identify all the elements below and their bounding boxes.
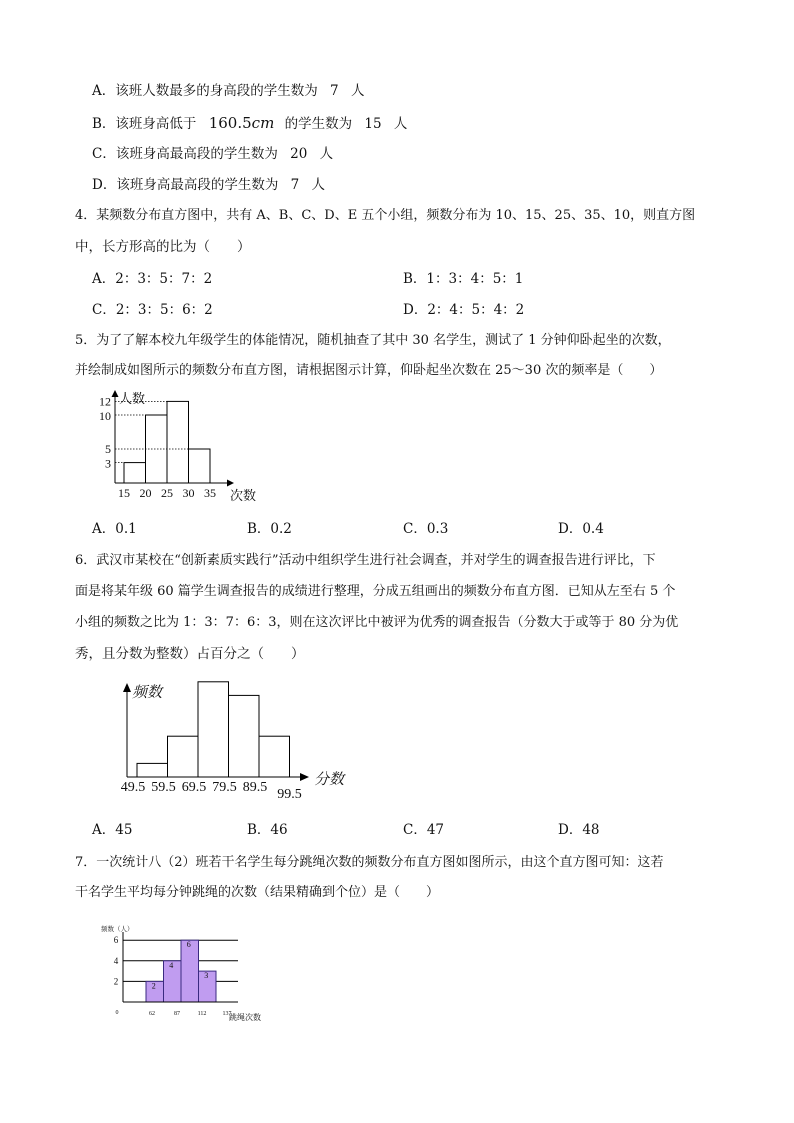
q3-option-d-unit: 人 bbox=[311, 177, 326, 193]
q5-option-a: A．0.1 bbox=[92, 521, 137, 537]
x-tick-label: 25 bbox=[161, 486, 173, 500]
q3-option-a-unit: 人 bbox=[350, 83, 365, 99]
q7-stem-line1: 7．一次统计八（2）班若干名学生每分跳绳次数的频数分布直方图如图所示，由这个直方图可知：这若 bbox=[75, 855, 664, 870]
q3-option-b-unit-cm: cm bbox=[251, 114, 275, 132]
y-tick-label: 4 bbox=[113, 955, 119, 966]
q3-option-a-number: 7 bbox=[330, 83, 339, 99]
bar-49.5-59.5 bbox=[137, 763, 168, 777]
x-tick-label: 49.5 bbox=[120, 780, 146, 795]
q6-option-c: C．47 bbox=[403, 822, 445, 838]
q3-option-b bbox=[92, 114, 407, 133]
q3-option-b-value: 160.5 bbox=[208, 114, 252, 132]
q5-option-b: B．0.2 bbox=[247, 521, 292, 537]
q3-option-c-number: 20 bbox=[290, 146, 308, 162]
q6-option-a: A．45 bbox=[92, 822, 133, 838]
data-label: 4 bbox=[169, 960, 174, 970]
q3-option-d-number: 7 bbox=[290, 177, 300, 193]
q3-option-d-text: D．该班身高最高段的学生数为 bbox=[92, 177, 279, 193]
y-tick-label: 12 bbox=[99, 394, 111, 409]
q3-option-b-unit: 人 bbox=[393, 116, 408, 132]
q5-stem-line1: 5．为了了解本校九年级学生的体能情况，随机抽查了其中 30 名学生，测试了 1 分钟仰卧起坐的次数， bbox=[75, 333, 671, 348]
q3-option-a-text: A．该班人数最多的身高段的学生数为 bbox=[92, 83, 318, 99]
bar-59.5-69.5 bbox=[168, 736, 199, 777]
y-tick-label: 3 bbox=[105, 456, 111, 471]
data-label: 3 bbox=[204, 971, 209, 981]
x-tick-label: 87 bbox=[174, 1011, 180, 1017]
q3-option-d bbox=[92, 176, 325, 194]
q3-option-b-text: B．该班身高低于 bbox=[92, 116, 197, 132]
x-axis-title: 次数 bbox=[230, 488, 257, 503]
y-tick-label: 0 bbox=[115, 1010, 119, 1016]
bar-30-35 bbox=[189, 449, 211, 483]
bar-112 bbox=[181, 940, 199, 1002]
q6-stem-line3: 小组的频数之比为 1：3：7：6：3，则在这次评比中被评为优秀的调查报告（分数大于或等于 80 分为优 bbox=[75, 615, 679, 630]
q4-stem-line2: 中，长方形高的比为（ ） bbox=[75, 239, 251, 255]
q3-option-a bbox=[92, 82, 364, 100]
y-tick-label: 2 bbox=[113, 976, 119, 987]
q6-stem-line2: 面是将某年级 60 篇学生调查报告的成绩进行整理，分成五组画出的频数分布直方图．已知从左至右 5 个 bbox=[75, 584, 676, 599]
q7-stem-line2: 干名学生平均每分钟跳绳的次数（结果精确到个位）是（ ） bbox=[75, 885, 440, 900]
x-tick-label: 112 bbox=[197, 1011, 207, 1017]
q3-option-b-text2: 的学生数为 bbox=[284, 116, 353, 132]
bar-79.5-89.5 bbox=[229, 695, 260, 777]
q6-option-d: D．48 bbox=[558, 822, 600, 838]
data-label: 6 bbox=[186, 940, 191, 950]
q4-option-c: C．2：3：5：6：2 bbox=[92, 302, 213, 318]
q7-histogram bbox=[100, 918, 275, 1028]
q4-option-b: B．1：3：4：5：1 bbox=[403, 271, 524, 287]
x-tick-label: 59.5 bbox=[151, 780, 176, 795]
q6-stem-line1: 6．武汉市某校在“创新素质实践行”活动中组织学生进行社会调查，并对学生的调查报告进行评比，下 bbox=[75, 553, 656, 568]
y-axis-title: 人数 bbox=[119, 391, 146, 406]
y-axis-title: 频数（人） bbox=[101, 926, 134, 933]
x-axis-title: 分数 bbox=[314, 772, 345, 788]
q3-option-b-number: 15 bbox=[364, 116, 382, 132]
q6-option-b: B．46 bbox=[247, 822, 288, 838]
x-tick-label: 79.5 bbox=[212, 780, 237, 795]
y-tick-label: 10 bbox=[99, 409, 111, 423]
q3-option-c bbox=[92, 145, 333, 163]
y-axis-title: 频数 bbox=[132, 685, 163, 701]
q5-option-d: D．0.4 bbox=[558, 521, 604, 537]
x-tick-label: 62 bbox=[149, 1011, 155, 1017]
x-tick-label: 137 bbox=[222, 1011, 232, 1017]
x-axis-title: 跳绳次数 bbox=[229, 1013, 261, 1022]
x-tick-label: 69.5 bbox=[181, 780, 207, 795]
x-tick-label: 99.5 bbox=[277, 787, 302, 802]
bar-15-20 bbox=[124, 463, 146, 483]
q4-option-d: D．2：4：5：4：2 bbox=[403, 302, 525, 318]
x-tick-label: 20 bbox=[139, 486, 152, 500]
bar-89.5-99.5 bbox=[259, 736, 290, 777]
x-tick-label: 35 bbox=[204, 486, 216, 500]
q5-histogram bbox=[95, 386, 275, 506]
q4-option-a: A．2：3：5：7：2 bbox=[92, 271, 213, 287]
x-tick-label: 30 bbox=[182, 486, 195, 500]
q3-option-c-text: C．该班身高最高段的学生数为 bbox=[92, 146, 278, 162]
y-tick-label: 6 bbox=[113, 935, 119, 946]
x-tick-label: 15 bbox=[118, 486, 130, 500]
bar-69.5-79.5 bbox=[198, 682, 229, 777]
q5-option-c: C．0.3 bbox=[403, 521, 449, 537]
q6-histogram bbox=[112, 678, 352, 800]
y-tick-label: 5 bbox=[105, 442, 111, 456]
data-label: 2 bbox=[151, 981, 156, 991]
q3-option-c-unit: 人 bbox=[319, 146, 334, 162]
x-tick-label: 89.5 bbox=[242, 780, 268, 795]
q5-stem-line2: 并绘制成如图所示的频数分布直方图，请根据图示计算，仰卧起坐次数在 25～30 次的频率是（ ） bbox=[75, 363, 663, 378]
q4-stem-line1: 4．某频数分布直方图中，共有 A、B、C、D、E 五个小组，频数分布为 10、15、25、35、10，则直方图 bbox=[75, 208, 696, 223]
q6-stem-line4: 秀，且分数为整数）占百分之（ ） bbox=[75, 646, 305, 662]
bar-25-30 bbox=[167, 401, 189, 483]
